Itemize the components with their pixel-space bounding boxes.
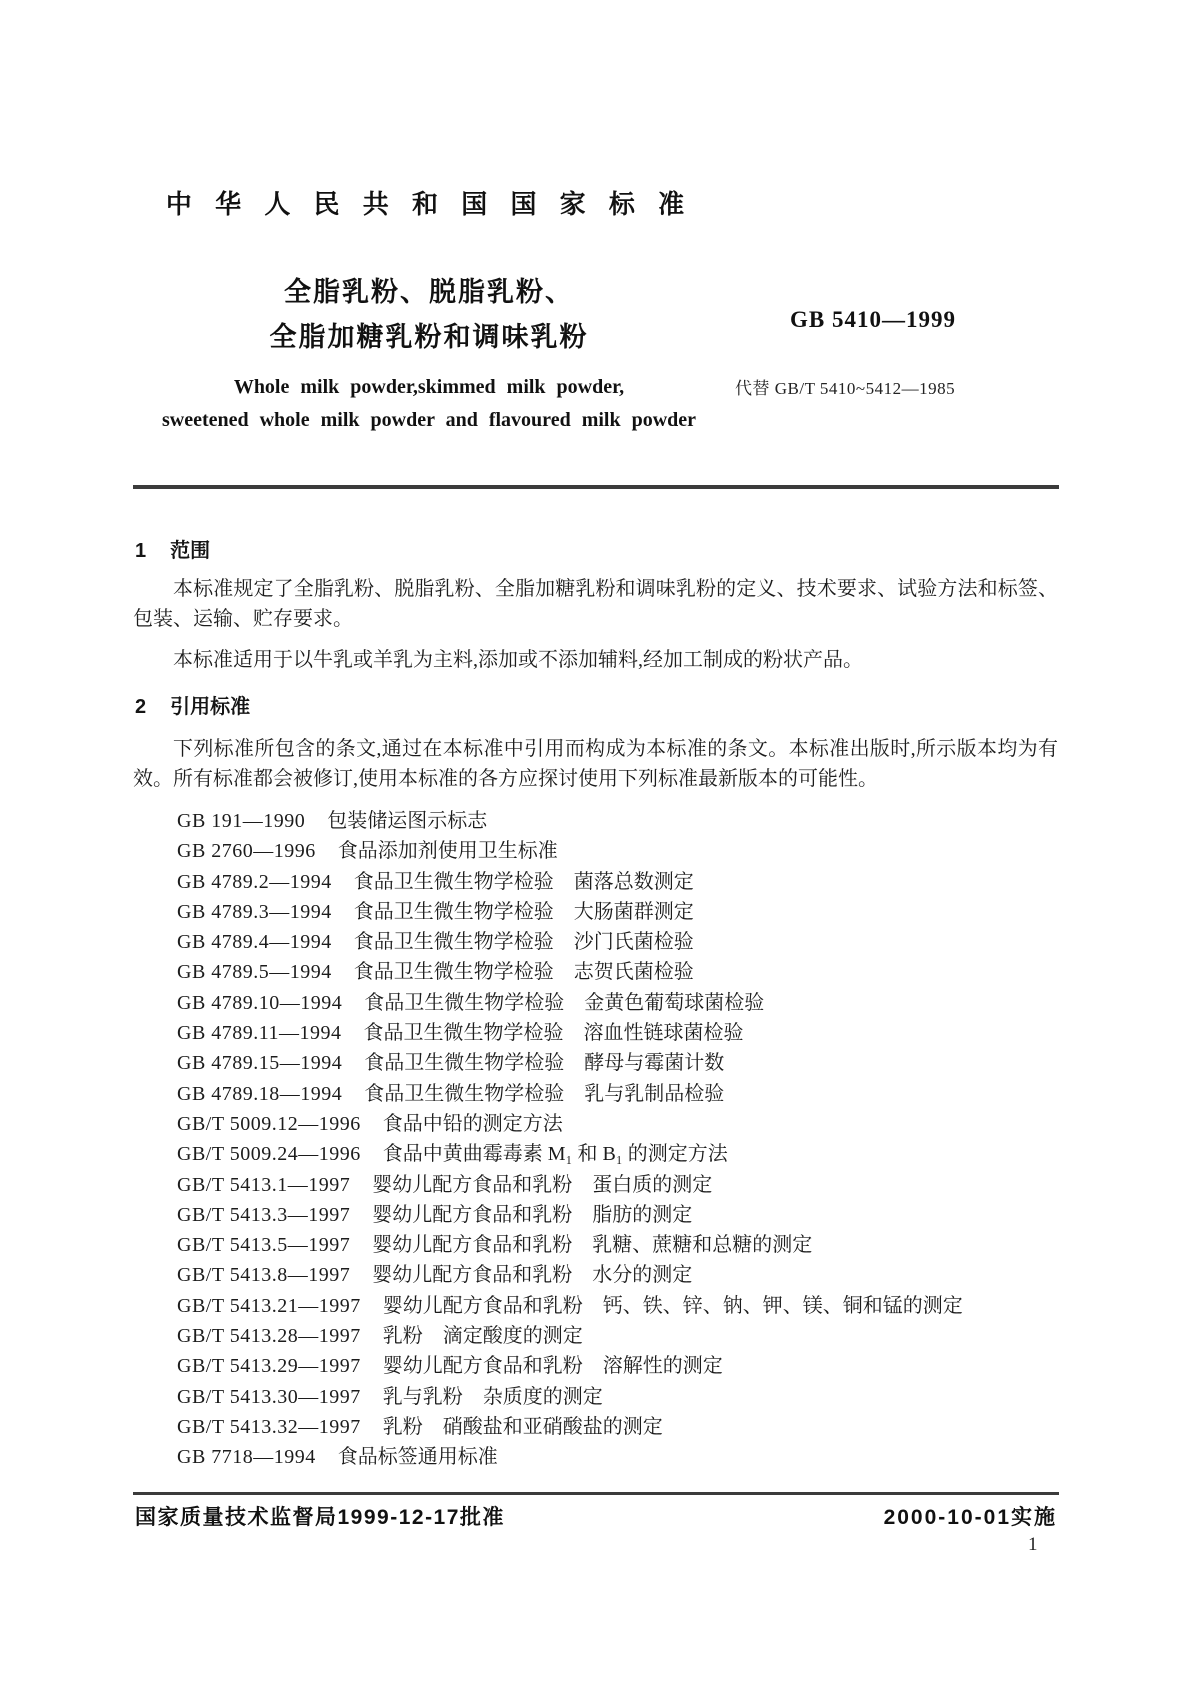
reference-title: 包装储运图示标志 (327, 810, 488, 832)
reference-item (177, 927, 1057, 957)
reference-title: 食品卫生微生物学检验 沙门氏菌检验 (353, 931, 694, 954)
reference-code: GB 4789.18—1994 (177, 1082, 343, 1105)
reference-title: 食品卫生微生物学检验 金黄色葡萄球菌检验 (364, 991, 765, 1014)
reference-item (177, 806, 1057, 836)
reference-item (177, 836, 1057, 866)
references-list (177, 806, 1057, 1473)
standard-title-cn-line1: 全脂乳粉、脱脂乳粉、 (284, 277, 574, 307)
section-2-number: 2 (135, 696, 147, 718)
reference-title: 食品卫生微生物学检验 菌落总数测定 (353, 870, 694, 893)
reference-title: 食品卫生微生物学检验 酵母与霉菌计数 (364, 1052, 725, 1075)
reference-title: 食品卫生微生物学检验 溶血性链球菌检验 (363, 1022, 744, 1045)
reference-title: 婴幼儿配方食品和乳粉 溶解性的测定 (382, 1355, 723, 1378)
reference-item (177, 897, 1057, 927)
reference-item (177, 1291, 1057, 1321)
section-2-title: 引用标准 (170, 696, 251, 718)
section-1-heading (135, 534, 1060, 563)
reference-item (177, 1018, 1057, 1048)
standard-code: GB 5410—1999 (790, 307, 956, 332)
reference-code: GB 4789.10—1994 (177, 991, 343, 1014)
section-1-number: 1 (135, 540, 147, 562)
reference-item (177, 988, 1057, 1018)
reference-code: GB/T 5009.24—1996 (177, 1143, 361, 1166)
standard-title-cn-line2: 全脂加糖乳粉和调味乳粉 (269, 322, 589, 352)
scope-paragraph-1: 本标准规定了全脂乳粉、脱脂乳粉、全脂加糖乳粉和调味乳粉的定义、技术要求、试验方法和标签、包装、运输、贮存要求。 (133, 578, 1058, 630)
reference-code: GB 4789.15—1994 (177, 1052, 343, 1075)
replaces-note: 代替 GB/T 5410~5412—1985 (735, 379, 956, 398)
reference-title: 婴幼儿配方食品和乳粉 脂肪的测定 (372, 1203, 693, 1226)
reference-title: 食品中铅的测定方法 (382, 1112, 563, 1135)
reference-title: 乳与乳粉 杂质度的测定 (382, 1385, 603, 1408)
reference-code: GB 7718—1994 (177, 1446, 316, 1469)
reference-code: GB/T 5413.21—1997 (177, 1294, 361, 1317)
reference-title: 乳粉 硝酸盐和亚硝酸盐的测定 (382, 1415, 663, 1438)
reference-code: GB/T 5413.32—1997 (177, 1415, 361, 1438)
reference-item (177, 1412, 1057, 1442)
reference-title: 婴幼儿配方食品和乳粉 蛋白质的测定 (372, 1173, 713, 1196)
approval-note: 国家质量技术监督局1999-12-17批准 (135, 1506, 505, 1529)
reference-item (177, 1442, 1057, 1472)
reference-code: GB 4789.3—1994 (177, 900, 332, 923)
reference-item (177, 1170, 1057, 1200)
reference-item (177, 1382, 1057, 1412)
reference-code: GB/T 5413.29—1997 (177, 1355, 361, 1378)
footer-rule (133, 1492, 1059, 1495)
reference-item (177, 1200, 1057, 1230)
reference-title: 婴幼儿配方食品和乳粉 钙、铁、锌、钠、钾、镁、铜和锰的测定 (382, 1294, 963, 1317)
references-intro: 下列标准所包含的条文,通过在本标准中引用而构成为本标准的条文。本标准出版时,所示版本均为有效。所有标准都会被修订,使用本标准的各方应探讨使用下列标准最新版本的可能性。 (133, 738, 1058, 790)
reference-item (177, 1260, 1057, 1290)
reference-code: GB/T 5413.5—1997 (177, 1234, 351, 1257)
reference-item (177, 1079, 1057, 1109)
reference-title: 食品添加剂使用卫生标准 (337, 840, 558, 863)
reference-title: 食品卫生微生物学检验 乳与乳制品检验 (364, 1082, 725, 1105)
reference-title: 食品卫生微生物学检验 志贺氏菌检验 (353, 961, 694, 984)
reference-code: GB/T 5413.3—1997 (177, 1203, 351, 1226)
header-rule (133, 485, 1059, 489)
reference-item (177, 1321, 1057, 1351)
reference-item (177, 1351, 1057, 1381)
reference-code: GB/T 5009.12—1996 (177, 1112, 361, 1135)
reference-code: GB 4789.2—1994 (177, 870, 332, 893)
standard-title-en-line2: sweetened whole milk powder and flavoured milk powder (161, 409, 697, 431)
reference-code: GB 4789.11—1994 (177, 1022, 342, 1045)
reference-code: GB/T 5413.28—1997 (177, 1325, 361, 1348)
reference-title: 乳粉 滴定酸度的测定 (382, 1325, 583, 1348)
reference-title: 食品标签通用标准 (337, 1446, 498, 1469)
scope-paragraph-2: 本标准适用于以牛乳或羊乳为主料,添加或不添加辅料,经加工制成的粉状产品。 (173, 649, 863, 671)
reference-title: 食品中黄曲霉毒素 M₁ 和 B₁ 的测定方法 (382, 1143, 728, 1166)
reference-title: 婴幼儿配方食品和乳粉 乳糖、蔗糖和总糖的测定 (372, 1234, 813, 1257)
reference-code: GB 191—1990 (177, 810, 306, 832)
reference-code: GB 4789.4—1994 (177, 931, 332, 954)
standard-title-en-line1: Whole milk powder,skimmed milk powder, (233, 376, 625, 398)
reference-code: GB 2760—1996 (177, 840, 316, 863)
reference-item (177, 1139, 1057, 1169)
reference-title: 婴幼儿配方食品和乳粉 水分的测定 (372, 1264, 693, 1287)
reference-item (177, 957, 1057, 987)
reference-item (177, 1048, 1057, 1078)
reference-item (177, 867, 1057, 897)
implementation-note: 2000-10-01实施 (883, 1506, 1057, 1529)
reference-code: GB/T 5413.1—1997 (177, 1173, 351, 1196)
standard-type-heading: 中 华 人 民 共 和 国 国 家 标 准 (165, 189, 693, 219)
page-number: 1 (1028, 1534, 1038, 1555)
reference-code: GB 4789.5—1994 (177, 961, 332, 984)
section-1-title: 范围 (170, 540, 211, 562)
section-2-heading (135, 690, 1060, 719)
reference-item (177, 1109, 1057, 1139)
reference-title: 食品卫生微生物学检验 大肠菌群测定 (353, 900, 694, 923)
reference-item (177, 1230, 1057, 1260)
reference-code: GB/T 5413.8—1997 (177, 1264, 351, 1287)
reference-code: GB/T 5413.30—1997 (177, 1385, 361, 1408)
